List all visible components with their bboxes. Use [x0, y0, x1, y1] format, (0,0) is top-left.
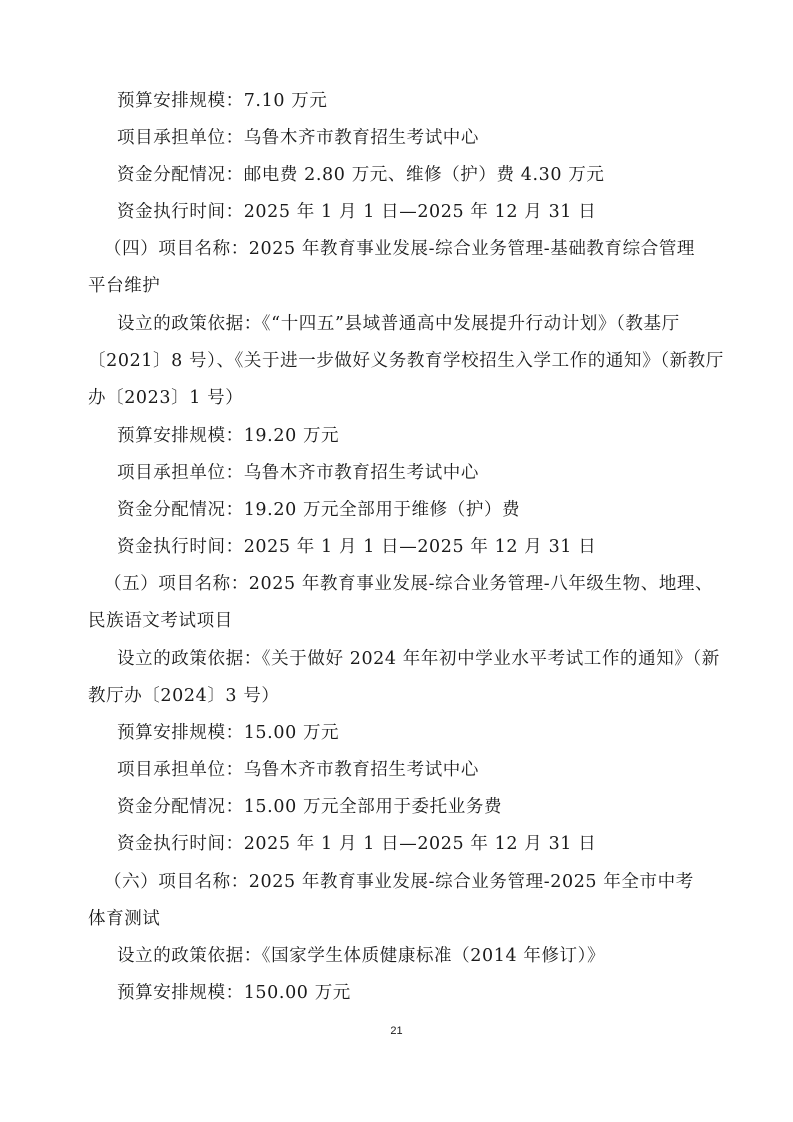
fund-allocation-line: 资金分配情况：邮电费 2.80 万元、维修（护）费 4.30 万元	[117, 165, 605, 185]
project-unit-line: 项目承担单位：乌鲁木齐市教育招生考试中心	[117, 463, 479, 483]
policy-basis-cont: 教厅办〔2024〕3 号）	[88, 686, 280, 706]
policy-basis-cont: 办〔2023〕1 号）	[88, 388, 244, 408]
project-four-heading: （四）项目名称：2025 年教育事业发展-综合业务管理-基础教育综合管理	[104, 239, 696, 259]
project-unit-line: 项目承担单位：乌鲁木齐市教育招生考试中心	[117, 760, 479, 780]
project-six-heading: （六）项目名称：2025 年教育事业发展-综合业务管理-2025 年全市中考	[104, 872, 694, 892]
policy-basis-line: 设立的政策依据：《关于做好 2024 年年初中学业水平考试工作的通知》（新	[117, 649, 720, 669]
policy-basis-cont: 〔2021〕8 号）、《关于进一步做好义务教育学校招生入学工作的通知》（新教厅	[88, 351, 724, 371]
fund-allocation-line: 资金分配情况：19.20 万元全部用于维修（护）费	[117, 500, 521, 520]
budget-scale-line: 预算安排规模：150.00 万元	[117, 983, 351, 1003]
fund-allocation-line: 资金分配情况：15.00 万元全部用于委托业务费	[117, 797, 503, 817]
budget-scale-line: 预算安排规模：7.10 万元	[117, 91, 328, 111]
project-unit-line: 项目承担单位：乌鲁木齐市教育招生考试中心	[117, 128, 479, 148]
project-four-heading-cont: 平台维护	[88, 276, 161, 296]
execution-time-line: 资金执行时间：2025 年 1 月 1 日—2025 年 12 月 31 日	[117, 202, 597, 222]
execution-time-line: 资金执行时间：2025 年 1 月 1 日—2025 年 12 月 31 日	[117, 537, 597, 557]
page-number: 21	[390, 1025, 403, 1037]
project-five-heading-cont: 民族语文考试项目	[88, 611, 233, 631]
policy-basis-line: 设立的政策依据：《“十四五”县域普通高中发展提升行动计划》（教基厅	[117, 314, 680, 334]
execution-time-line: 资金执行时间：2025 年 1 月 1 日—2025 年 12 月 31 日	[117, 834, 597, 854]
policy-basis-line: 设立的政策依据：《国家学生体质健康标准（2014 年修订）》	[117, 946, 606, 966]
budget-scale-line: 预算安排规模：15.00 万元	[117, 723, 340, 743]
project-six-heading-cont: 体育测试	[88, 909, 161, 929]
budget-scale-line: 预算安排规模：19.20 万元	[117, 426, 340, 446]
project-five-heading: （五）项目名称：2025 年教育事业发展-综合业务管理-八年级生物、地理、	[104, 574, 714, 594]
